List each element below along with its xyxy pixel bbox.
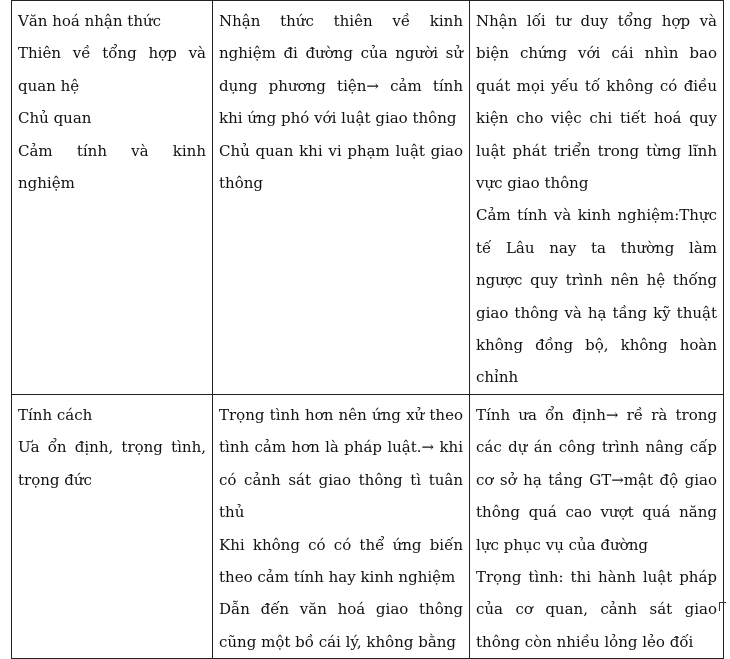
- row2-manifestation-cell: [213, 394, 470, 658]
- row1-consequence-line: Cảm tính và kinh nghiệm:Thực tế Lâu nay ta thường làm ngược quy trình nên hệ thống giao thông và hạ tầng kỹ thuật không đồng bộ, không hoàn chỉnh: [476, 206, 717, 387]
- page-corner-mark: [719, 602, 726, 611]
- row2-trait-line: Ưa ổn định, trọng tình, trọng đức: [18, 438, 206, 489]
- row1-trait-cell: [12, 1, 213, 395]
- row1-trait-line: Thiên về tổng hợp và quan hệ: [18, 44, 206, 95]
- row2-manifestation-line: Dẫn đến văn hoá giao thông cũng một bồ cái lý, không bằng: [219, 600, 463, 651]
- culture-traffic-table: [11, 0, 724, 659]
- row2-heading: Tính cách: [18, 405, 93, 424]
- table-row: [12, 1, 724, 395]
- row2-trait-cell: [12, 394, 213, 658]
- row1-manifestation-cell: [213, 1, 470, 395]
- row1-manifestation-line: Nhận thức thiên về kinh nghiệm đi đường của người sử dụng phương tiện→ cảm tính khi ứng phó với luật giao thông: [219, 12, 463, 128]
- row1-consequence-line: Nhận lối tư duy tổng hợp và biện chứng với cái nhìn bao quát mọi yếu tố không có điều kiện cho việc chi tiết hoá quy luật phát triển trong từng lĩnh vực giao thông: [476, 12, 717, 193]
- row1-trait-line: Chủ quan: [18, 109, 92, 128]
- row2-manifestation-line: Trọng tình hơn nên ứng xử theo tình cảm hơn là pháp luật.→ khi có cảnh sát giao thông tì tuân thủ: [219, 405, 463, 522]
- row2-consequence-cell: [470, 394, 724, 658]
- row2-consequence-line: Tính ưa ổn định→ rề rà trong các dự án công trình nâng cấp cơ sở hạ tầng GT→mật độ giao thông quá cao vượt quá năng lực phục vụ của đường: [476, 405, 717, 554]
- row1-heading: Văn hoá nhận thức: [18, 12, 162, 30]
- row2-manifestation-line: Khi không có có thể ứng biến theo cảm tính hay kinh nghiệm: [219, 535, 463, 586]
- row1-trait-line: Cảm tính và kinh nghiệm: [18, 141, 206, 193]
- row1-manifestation-line: Chủ quan khi vi phạm luật giao thông: [219, 141, 463, 193]
- table-row: [12, 394, 724, 658]
- row2-consequence-line: Trọng tình: thi hành luật pháp của cơ quan, cảnh sát giao thông còn nhiều lỏng lẻo đối: [476, 567, 717, 651]
- row1-consequence-cell: [470, 1, 724, 395]
